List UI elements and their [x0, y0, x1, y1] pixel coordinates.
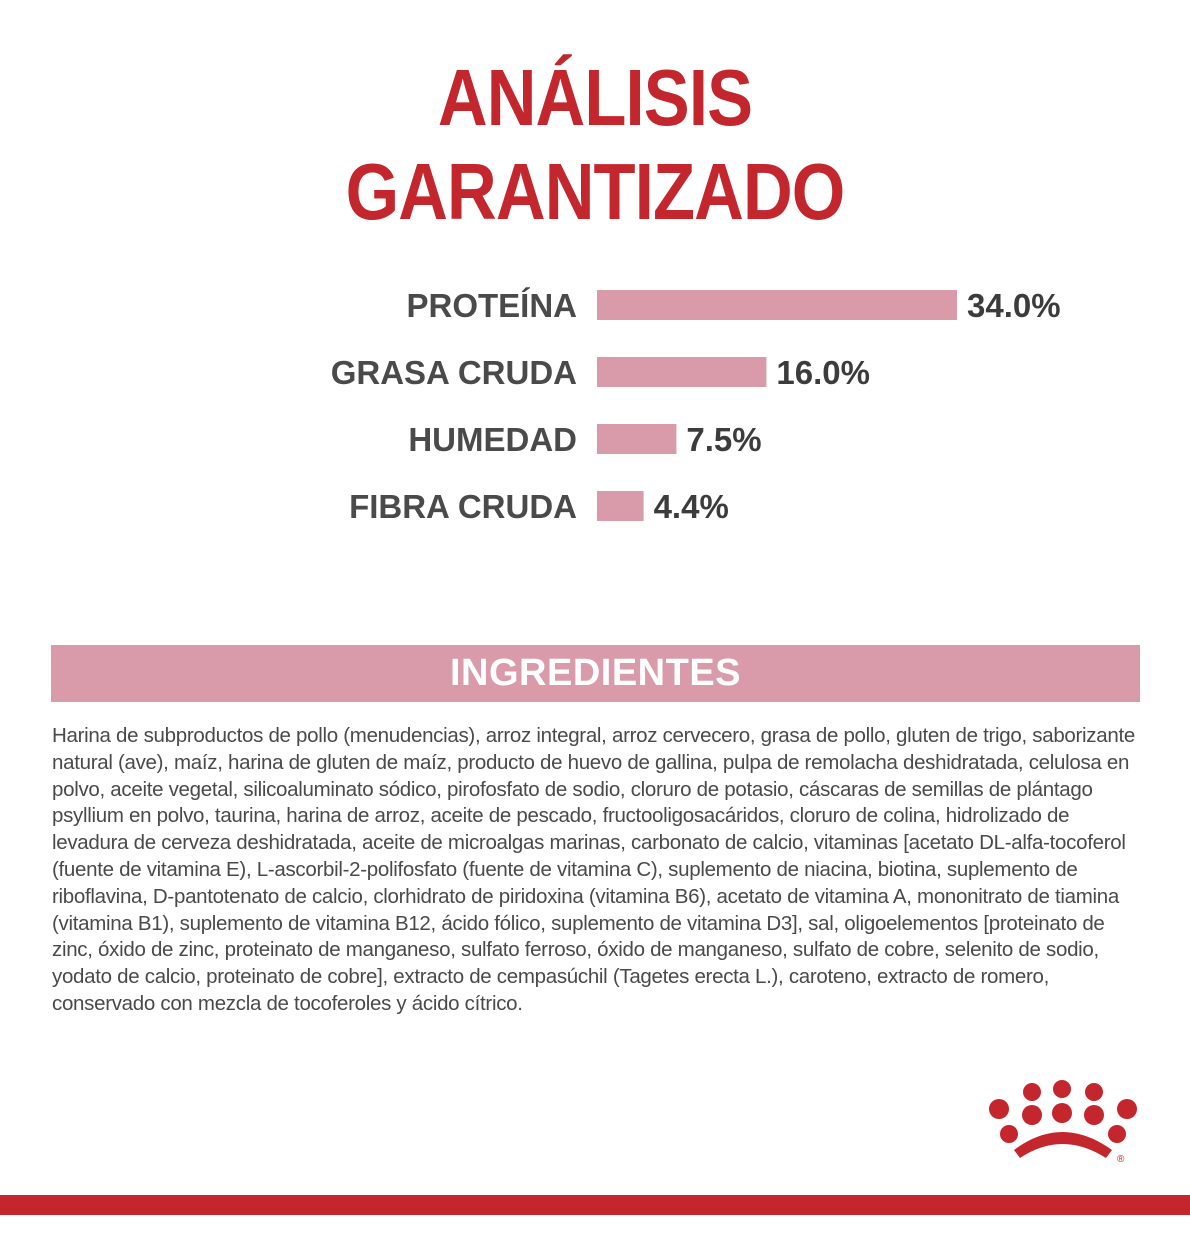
- bar-3: [597, 491, 644, 521]
- bar-label-1: GRASA CRUDA: [330, 354, 577, 391]
- bar-label-2: HUMEDAD: [408, 421, 577, 458]
- bar-value-label-2: 7.5%: [686, 421, 762, 458]
- bar-1: [597, 357, 766, 387]
- registered-mark: ®: [1117, 1154, 1125, 1165]
- ingredients-list: Harina de subproductos de pollo (menudencias), arroz integral, arroz cervecero, grasa de pollo, gluten de trigo, saborizante natural (ave), maíz, harina de gluten de maíz, producto de huevo de gallina, pulpa de remolacha deshidratada, celulosa en polvo, aceite vegetal, silicoaluminato sódico, pirofosfato de sodio, cloruro de potasio, cáscaras de semillas de plántago psyllium en polvo, taurina, harina de arroz, aceite de pescado, fructooligosacáridos, cloruro de colina, hidrolizado de levadura de cerveza deshidratada, aceite de microalgas marinas, carbonato de calcio, vitaminas [acetato DL-alfa-tocoferol (fuente de vitamina E), L-ascorbil-2-polifosfato (fuente de vitamina C), suplemento de niacina, biotina, suplemento de riboflavina, D-pantotenato de calcio, clorhidrato de piridoxina (vitamina B6), acetato de vitamina A, mononitrato de tiamina (vitamina B1), suplemento de vitamina B12, ácido fólico, suplemento de vitamina D3], sal, oligoelementos [proteinato de zinc, óxido de zinc, proteinato de manganeso, sulfato ferroso, óxido de manganeso, sulfato de cobre, selenito de sodio, yodato de calcio, proteinato de cobre], extracto de cempasúchil (Tagetes erecta L.), caroteno, extracto de romero, conservado con mezcla de tocoferoles y ácido cítrico.: [52, 724, 1135, 1015]
- ingredients-band: [51, 645, 1140, 702]
- bar-value-label-0: 34.0%: [967, 287, 1061, 324]
- bar-value-label-1: 16.0%: [776, 354, 870, 391]
- bar-label-3: FIBRA CRUDA: [349, 488, 577, 525]
- guaranteed-analysis-bar-chart: [0, 270, 1190, 540]
- bar-label-0: PROTEÍNA: [406, 287, 577, 324]
- ingredients-heading: INGREDIENTES: [449, 652, 742, 694]
- crown-icon: [982, 1078, 1142, 1168]
- bar-2: [597, 424, 676, 454]
- page-title-line-1: ANÁLISIS: [437, 53, 753, 142]
- bar-value-label-3: 4.4%: [653, 488, 729, 525]
- bar-0: [597, 290, 957, 320]
- footer-stripe: [0, 1195, 1190, 1215]
- page-title-line-2: GARANTIZADO: [345, 147, 845, 236]
